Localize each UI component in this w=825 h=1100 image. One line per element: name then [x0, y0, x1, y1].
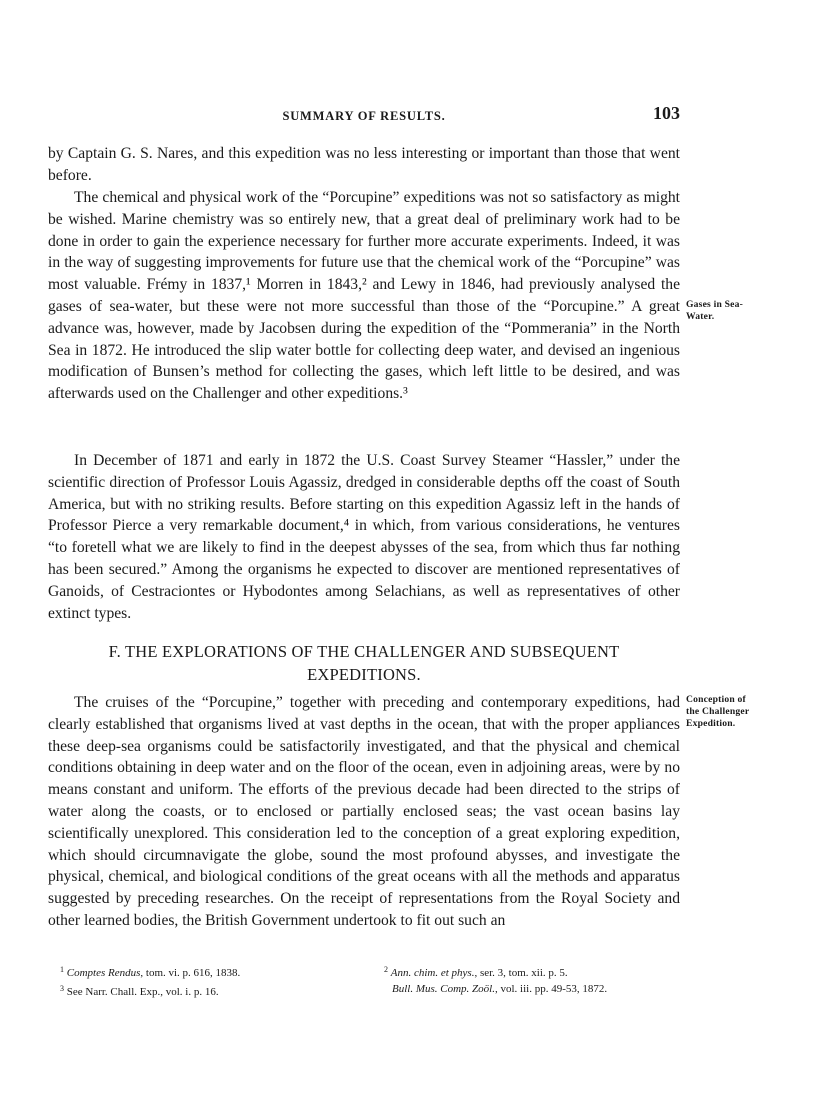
footnote-1 — [60, 962, 360, 981]
paragraph-challenger-conception: The cruises of the “Porcupine,” together with preceding and contemporary expeditions, had clearly established that organisms lived at vast depths in the ocean, that with the proper appliances these deep-sea organisms could be satisfactorily investigated, and that the physical and chemical conditions obtaining in deep water and on the floor of the ocean, even in adjoining areas, were by no means constant and uniform. The efforts of the previous decade had been directed to the strips of water along the coasts, or to enclosed or partially enclosed seas; the vast ocean basins lay scientifically unexplored. This consideration led to the conception of a great exploring expedition, which should circumnavigate the globe, sound the most profound abysses, and investigate the physical, chemical, and biological conditions of the great oceans with all the methods and apparatus suggested by preceding researches. On the receipt of representations from the Royal Society and other learned bodies, the British Government undertook to fit out such an — [48, 694, 680, 929]
footnote-source: Comptes Rendus — [66, 967, 141, 979]
sidenote-line: Expedition. — [686, 718, 736, 729]
running-title: SUMMARY OF RESULTS. — [282, 109, 446, 123]
sidenote-line: Water. — [686, 311, 715, 322]
footnote-text: See Narr. Chall. Exp., vol. i. p. 16. — [66, 986, 219, 998]
footnote-4 — [384, 981, 684, 997]
section-heading-line-2: EXPEDITIONS. — [307, 665, 421, 684]
page-header — [48, 103, 680, 129]
footnote-mark: 2 — [384, 965, 388, 974]
paragraph-porcupine-chemistry: The chemical and physical work of the “Porcupine” expeditions was not so satisfactory as might be wished. Marine chemistry was so entirely new, that a great deal of preliminary work had to be done in order to gain the experience necessary for further more accurate experiments. Indeed, it was in the way of suggesting improvements for future use that the chemical work of the “Porcupine” was most valuable. Frémy in 1837,¹ Morren in 1843,² and Lewy in 1846, had previously analysed the gases of sea-water, but these were not more successful than those of the “Porcupine.” A great advance was, however, made by Jacobsen during the expedition of the “Pommerania” in the North Sea in 1872. He introduced the slip water bottle for collecting deep water, and devised an ingenious modification of Bunsen’s method for collecting the gases, which left little to be desired, and was afterwards used on the Challenger and other expeditions.³ — [48, 189, 680, 403]
footnote-text: , ser. 3, tom. xii. p. 5. — [474, 967, 568, 979]
section-heading — [48, 640, 680, 686]
sidenote-line: Conception of — [686, 694, 746, 705]
paragraph-continuation: by Captain G. S. Nares, and this expedition was no less interesting or important than those that went before. — [48, 145, 680, 184]
footnote-source: Bull. Mus. Comp. Zoöl. — [392, 983, 495, 995]
footnote-3 — [60, 981, 360, 1000]
footnote-source: Ann. chim. et phys. — [390, 967, 475, 979]
paragraph-hassler-expedition: In December of 1871 and early in 1872 the U.S. Coast Survey Steamer “Hassler,” under the scientific direction of Professor Louis Agassiz, dredged in considerable depths off the coast of South America, but with no striking results. Before starting on this expedition Agassiz left in the hands of Professor Pierce a very remarkable document,⁴ in which, from various considerations, he ventures “to foretell what we are likely to find in the deepest abysses of the sea, from which thus far nothing has been secured.” Among the organisms he expected to discover are mentioned representatives of Ganoids, of Cestraciontes or Hybodontes among Selachians, as well as representatives of other extinct types. — [48, 452, 680, 622]
page-number: 103 — [653, 103, 680, 123]
footnote-2 — [384, 962, 684, 981]
section-heading-line-1: F. THE EXPLORATIONS OF THE CHALLENGER AND SUBSEQUENT — [108, 642, 620, 661]
sidenote-line: Gases in Sea- — [686, 299, 743, 310]
footnotes-left-column — [60, 962, 360, 1000]
sidenote-line: the Challenger — [686, 706, 750, 717]
footnotes-right-column — [384, 962, 684, 997]
footnote-text: , tom. vi. p. 616, 1838. — [140, 967, 241, 979]
sidenote-gases-in-sea-water — [686, 299, 796, 323]
footnote-mark: 1 — [60, 965, 64, 974]
footnote-mark: 3 — [60, 984, 64, 993]
footnote-text: , vol. iii. pp. 49-53, 1872. — [494, 983, 608, 995]
sidenote-conception-of-challenger — [686, 694, 796, 730]
